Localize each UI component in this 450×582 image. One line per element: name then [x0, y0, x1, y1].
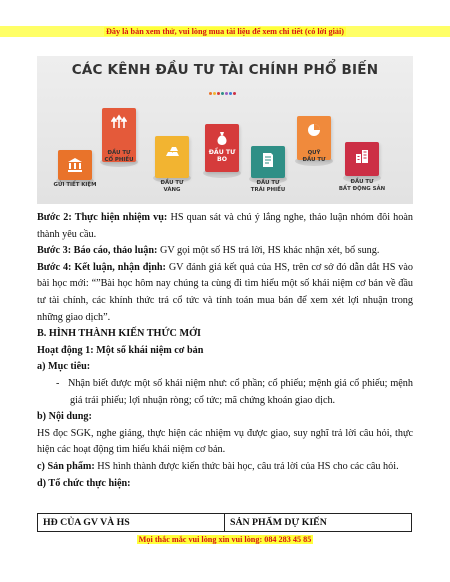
- label-gold: ĐẦU TƯ VÀNG: [160, 180, 184, 193]
- table-header-expected-product: SẢN PHẨM DỰ KIẾN: [225, 514, 412, 532]
- step2-text: HS quan sát và chú ý lắng nghe, thảo luận nhóm đôi hoàn thành yêu cầu.: [37, 212, 413, 240]
- activity-table: [37, 513, 412, 532]
- preview-banner-text: Đây là bản xem thử, vui lòng mua tài liệu để xem chi tiết (có lời giải): [105, 27, 344, 36]
- label-bonds: ĐẦU TƯ TRÁI PHIẾU: [250, 180, 286, 193]
- objective-bullet: - Nhận biết được một số khái niệm như: cổ phần; cổ phiếu; mệnh giá cổ phiếu; mệnh giá trái phiếu; lợi nhuận ròng; cổ tức; mã chứng khoán giao dịch.: [56, 377, 413, 406]
- bank-icon: [67, 157, 83, 173]
- growth-arrows-icon: [111, 114, 127, 130]
- lesson-content: [37, 210, 413, 492]
- step3-label: Bước 3: Báo cáo, thảo luận:: [37, 245, 158, 257]
- table-row: [38, 514, 412, 532]
- table-header-teacher-student: HĐ CỦA GV VÀ HS: [38, 514, 225, 532]
- contact-footer: [0, 534, 450, 545]
- label-stocks: ĐẦU TƯ CỔ PHIẾU: [104, 150, 134, 163]
- product-label: c) Sản phẩm:: [37, 460, 95, 472]
- bond-document-icon: [260, 152, 276, 168]
- infographic-title: CÁC KÊNH ĐẦU TƯ TÀI CHÍNH PHỔ BIẾN: [71, 62, 379, 78]
- step4-paragraph: [37, 260, 413, 326]
- gold-block: [155, 136, 189, 178]
- gold-bars-icon: [164, 142, 180, 158]
- section-b-heading: B. HÌNH THÀNH KIẾN THỨC MỚI: [37, 328, 201, 340]
- contact-footer-text: Mọi thắc mắc vui lòng xin vui lòng: 084 283 45 85: [138, 535, 312, 544]
- step3-paragraph: [37, 243, 413, 260]
- label-savings: GỬI TIẾT KIỆM: [53, 182, 97, 188]
- activity1-heading: Hoạt động 1: Một số khái niệm cơ bản: [37, 344, 204, 356]
- preview-banner: [0, 26, 450, 37]
- content-heading: b) Nội dung:: [37, 411, 92, 423]
- savings-block: [58, 150, 92, 180]
- realestate-block: [345, 142, 379, 176]
- content-paragraph: HS đọc SGK, nghe giảng, thực hiện các nhiệm vụ được giao, suy nghĩ trả lời câu hỏi, thực hiện các hoạt động tìm hiểu khái niệm cơ bản.: [37, 427, 413, 456]
- bonds-block: [251, 146, 285, 178]
- label-funds: QUỸ ĐẦU TƯ: [302, 150, 326, 163]
- bo-block: [205, 124, 239, 172]
- step3-text: GV gọi một số HS trả lời, HS khác nhận xét, bổ sung.: [157, 245, 380, 257]
- fund-pie-icon: [306, 122, 322, 138]
- organization-heading: d) Tổ chức thực hiện:: [37, 477, 131, 489]
- money-bag-icon: [214, 130, 230, 146]
- step4-text: GV đánh giá kết quả của HS, trên cơ sở đó dẫn dắt HS vào bài học mới: “”Bài học hôm nay chúng ta cùng đi tìm hiểu một số khái niệm cơ bản về đầu tư tài chính, các khính thức trả cổ tức và tính toán mua bán để xem xét lợi nhuận trong những giao dịch”.: [37, 261, 413, 323]
- objective-heading: a) Mục tiêu:: [37, 361, 91, 373]
- step4-label: Bước 4: Kết luận, nhận định:: [37, 261, 166, 273]
- product-paragraph: [37, 459, 413, 476]
- decorative-dots: [209, 82, 241, 87]
- objective-bullet-text: Nhận biết được một số khái niệm như: cổ phần; cổ phiếu; mệnh giá cổ phiếu; mệnh giá trái phiếu; lợi nhuận ròng; cổ tức; mã chứng khoán giao dịch.: [67, 377, 413, 406]
- step2-paragraph: [37, 210, 413, 243]
- investment-channels-infographic: [37, 56, 413, 204]
- building-icon: [354, 148, 370, 164]
- label-bo: ĐẦU TƯ BO: [208, 149, 236, 163]
- product-text: HS hình thành được kiến thức bài học, câu trả lời của HS cho các câu hỏi.: [94, 460, 399, 472]
- step2-label: Bước 2: Thực hiện nhiệm vụ:: [37, 212, 168, 223]
- label-realestate: ĐẦU TƯ BẤT ĐỘNG SẢN: [338, 179, 386, 192]
